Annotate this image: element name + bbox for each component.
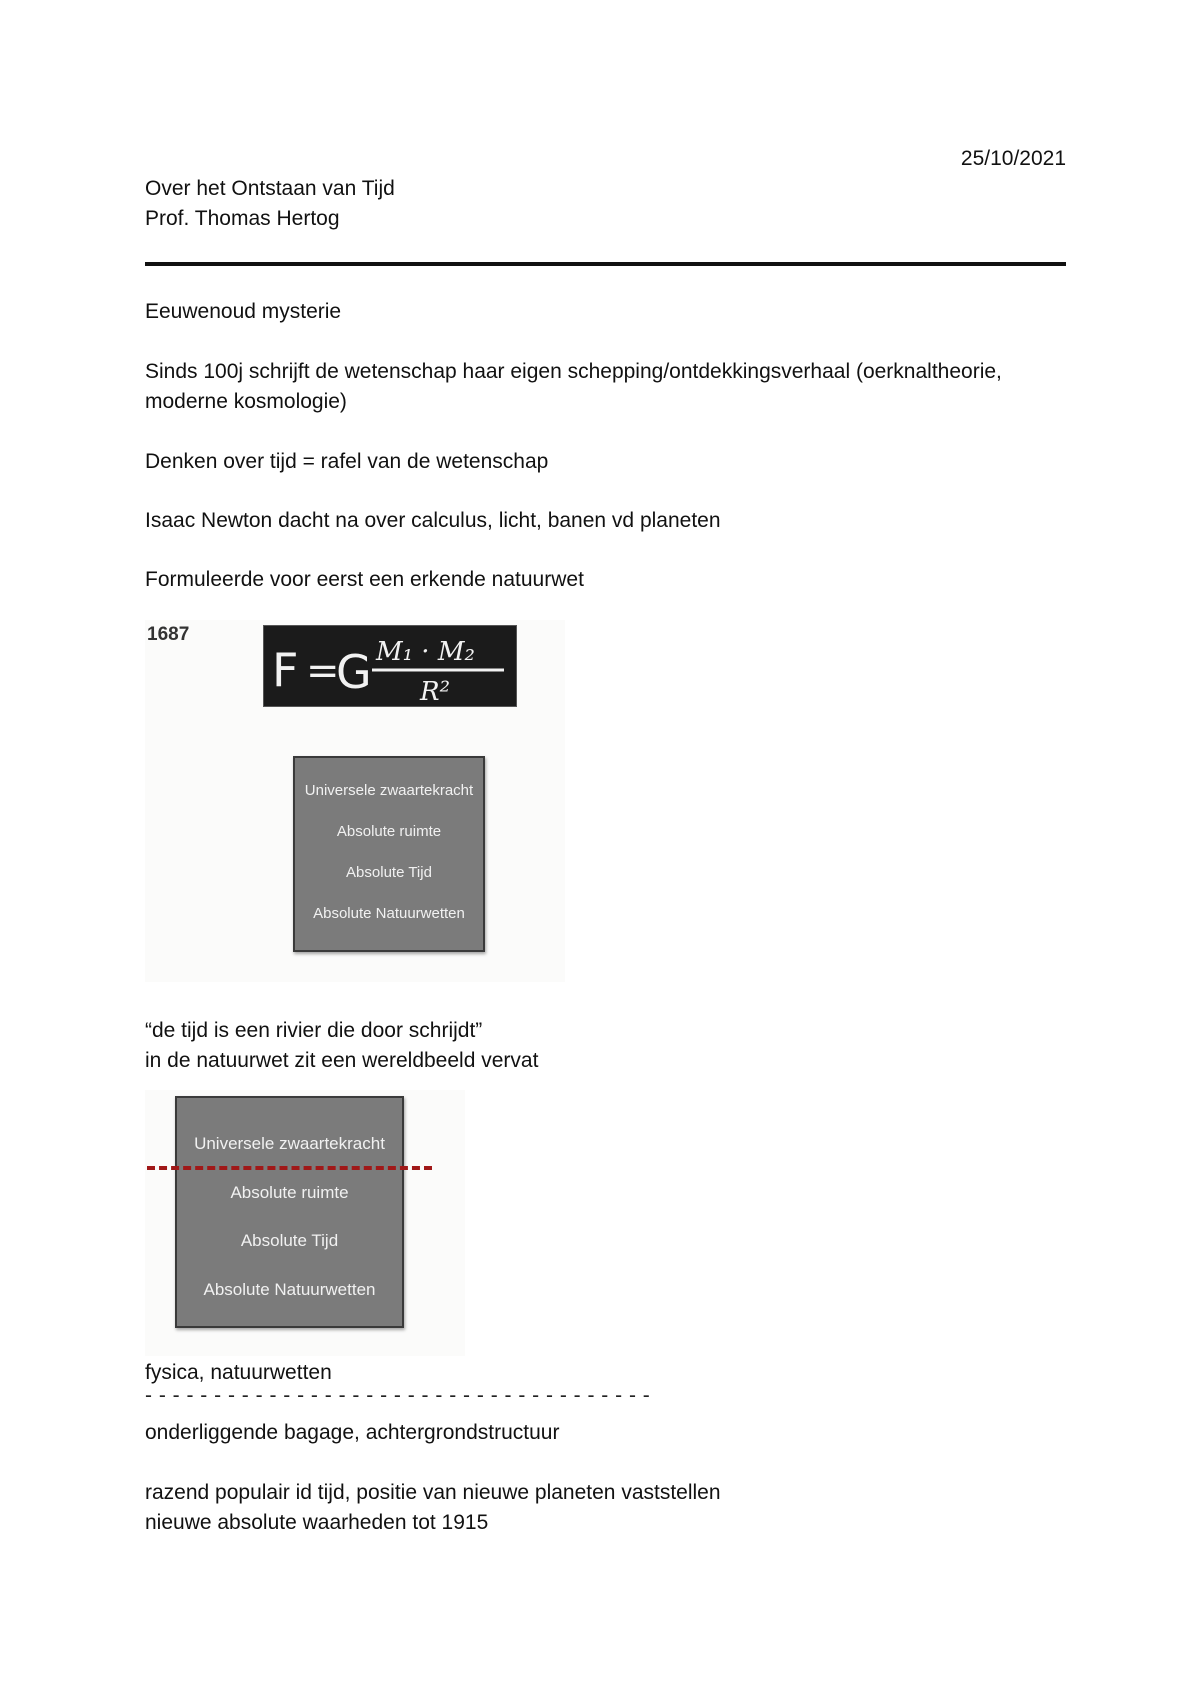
worldview-split-figure [145, 1090, 465, 1356]
paragraph-mystery: Eeuwenoud mysterie [145, 300, 342, 323]
worldview-item: Absolute Natuurwetten [313, 905, 465, 922]
formula-g: G [336, 645, 372, 699]
paragraph-popular-line1: razend populair id tijd, positie van nieuwe planeten vaststellen [145, 1481, 721, 1504]
newton-figure [145, 620, 565, 982]
formula-numerator: M₁ · M₂ [376, 637, 475, 667]
paragraph-science-line1: Sinds 100j schrijft de wetenschap haar eigen schepping/ontdekkingsverhaal (oerknaltheorie, [145, 360, 1002, 383]
paragraph-natural-law: Formuleerde voor eerst een erkende natuurwet [145, 568, 584, 591]
worldview-item: Universele zwaartekracht [194, 1134, 385, 1153]
figure-year: 1687 [147, 624, 190, 645]
worldview-item: Absolute Tijd [240, 1231, 339, 1250]
worldview-box [293, 756, 485, 952]
document-title: Over het Ontstaan van Tijd [145, 177, 395, 200]
paragraph-thinking-time: Denken over tijd = rafel van de wetenschap [145, 450, 549, 473]
paragraph-science-line2: moderne kosmologie) [145, 390, 347, 413]
worldview-box-split [175, 1096, 404, 1328]
formula-equals: = [306, 648, 340, 694]
paragraph-popular-line2: nieuwe absolute waarheden tot 1915 [145, 1511, 489, 1534]
gravity-formula [263, 625, 517, 707]
document-author: Prof. Thomas Hertog [145, 207, 340, 230]
worldview-item: Absolute ruimte [336, 823, 442, 840]
worldview-item: Absolute Tijd [346, 864, 432, 881]
paragraph-baggage: onderliggende bagage, achtergrondstructuur [145, 1421, 560, 1444]
paragraph-physics: fysica, natuurwetten [145, 1361, 332, 1384]
dashed-separator: - - - - - - - - - - - - - - - - - - - - - - - - - - - - - - - - - - - - - [145, 1384, 651, 1407]
formula-lhs: F [272, 643, 299, 697]
document-date: 25/10/2021 [960, 147, 1066, 170]
paragraph-quote: “de tijd is een rivier die door schrijdt” [145, 1019, 483, 1042]
worldview-item: Absolute Natuurwetten [203, 1280, 376, 1299]
paragraph-newton: Isaac Newton dacht na over calculus, licht, banen vd planeten [145, 509, 721, 532]
formula-denominator: R² [420, 677, 450, 706]
worldview-item: Absolute ruimte [230, 1183, 349, 1202]
worldview-item: Universele zwaartekracht [304, 782, 474, 799]
red-dashed-divider [147, 1166, 432, 1170]
header-rule [145, 262, 1066, 266]
paragraph-worldview: in de natuurwet zit een wereldbeeld vervat [145, 1049, 539, 1072]
